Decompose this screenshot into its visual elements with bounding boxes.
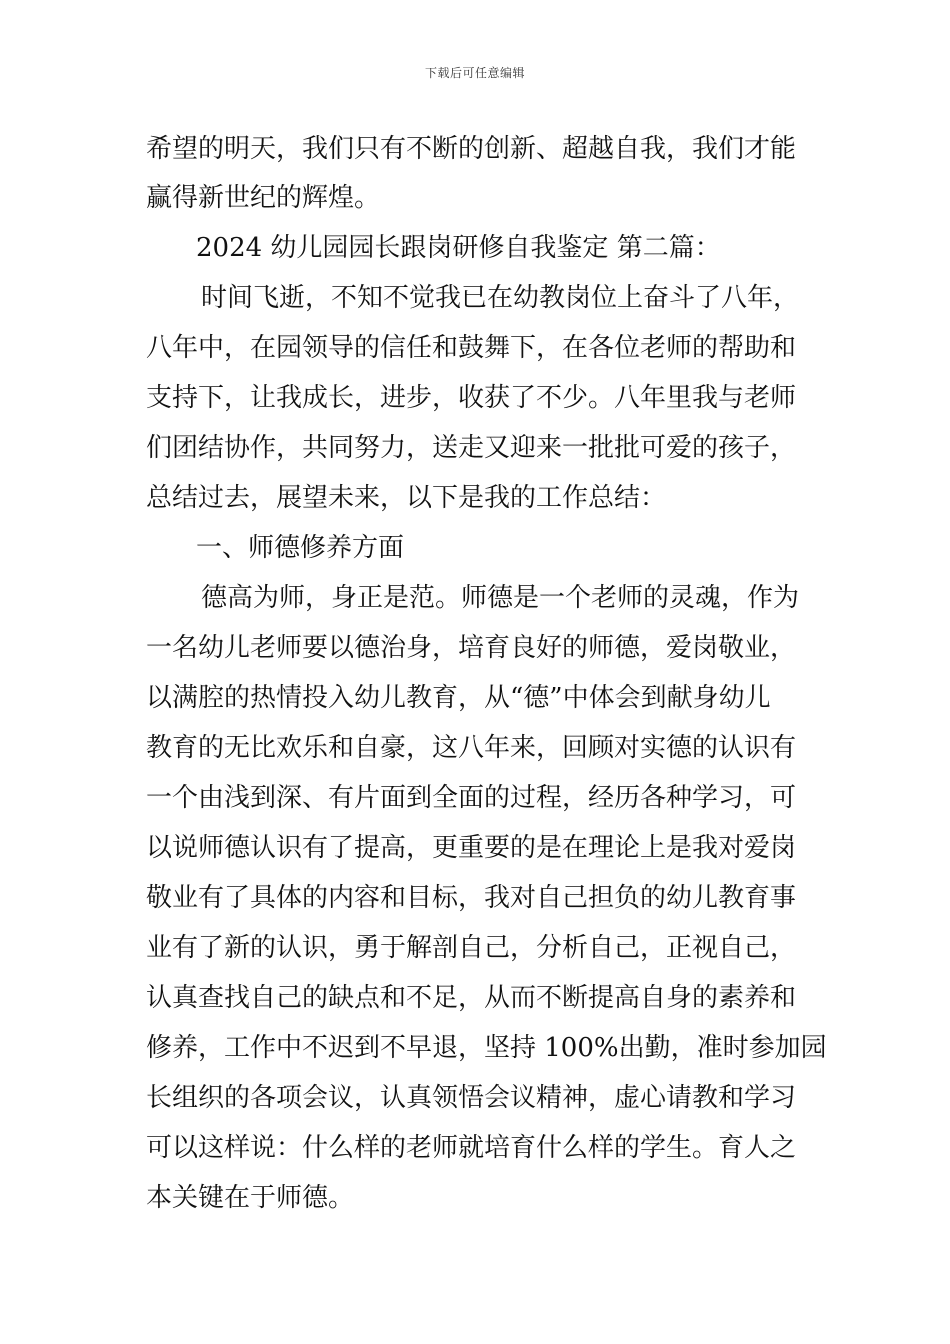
- body-line: 赢得新世纪的辉煌。: [146, 183, 381, 213]
- body-line: 以满腔的热情投入幼儿教育，从“德”中体会到献身幼儿: [146, 683, 771, 713]
- paragraph-first-line: 时间飞逝，不知不觉我已在幼教岗位上奋斗了八年，: [201, 283, 800, 313]
- body-line: 一名幼儿老师要以德治身，培育良好的师德，爱岗敬业，: [146, 633, 797, 663]
- body-line: 八年中，在园领导的信任和鼓舞下，在各位老师的帮助和: [146, 333, 797, 363]
- body-line: 本关键在于师德。: [146, 1183, 355, 1213]
- body-line: 支持下，让我成长，进步，收获了不少。八年里我与老师: [146, 383, 797, 413]
- body-line: 长组织的各项会议，认真领悟会议精神，虚心请教和学习: [146, 1083, 797, 1113]
- body-line: 们团结协作，共同努力，送走又迎来一批批可爱的孩子，: [146, 433, 797, 463]
- body-line: 认真查找自己的缺点和不足，从而不断提高自身的素养和: [146, 983, 797, 1013]
- page-header-note: 下载后可任意编辑: [424, 66, 525, 80]
- body-line: 一个由浅到深、有片面到全面的过程，经历各种学习，可: [146, 783, 797, 813]
- body-line: 敬业有了具体的内容和目标，我对自己担负的幼儿教育事: [146, 883, 797, 913]
- body-line: 修养，工作中不迟到不早退，坚持 100%出勤，准时参加园: [146, 1033, 827, 1063]
- paragraph-first-line: 德高为师，身正是范。师德是一个老师的灵魂，作为: [201, 583, 800, 613]
- body-line: 以说师德认识有了提高，更重要的是在理论上是我对爱岗: [146, 833, 797, 863]
- body-line: 教育的无比欢乐和自豪，这八年来，回顾对实德的认识有: [146, 733, 797, 763]
- body-line: 希望的明天，我们只有不断的创新、超越自我，我们才能: [146, 134, 797, 164]
- section-title: 2024 幼儿园园长跟岗研修自我鉴定 第二篇：: [196, 233, 721, 263]
- body-line: 业有了新的认识，勇于解剖自己，分析自己，正视自己，: [146, 933, 797, 963]
- body-line: 可以这样说：什么样的老师就培育什么样的学生。育人之: [146, 1133, 797, 1163]
- body-line: 总结过去，展望未来，以下是我的工作总结：: [146, 483, 667, 513]
- subsection-heading: 一、师德修养方面: [196, 533, 405, 563]
